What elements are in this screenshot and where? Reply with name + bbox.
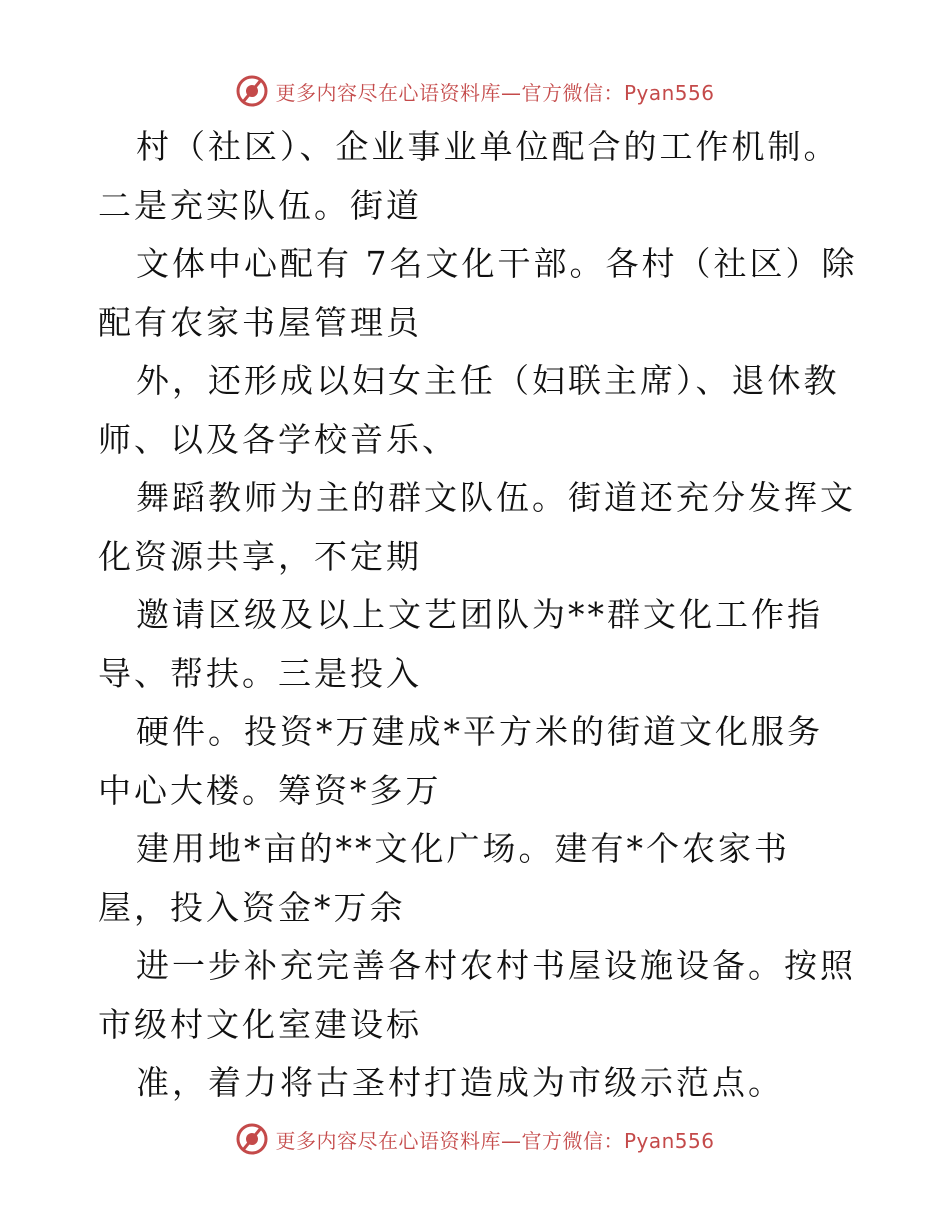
- paragraph-1: 村（社区）、企业事业单位配合的工作机制。二是充实队伍。街道: [98, 127, 840, 225]
- watermark-text: 更多内容尽在心语资料库—官方微信：Pyan556: [275, 1128, 715, 1153]
- document-body: [98, 118, 858, 1113]
- watermark-logo-icon: [235, 74, 269, 108]
- paragraph-6: 硬件。投资*万建成*平方米的街道文化服务中心大楼。筹资*多万: [98, 712, 823, 810]
- footer-watermark: [0, 1119, 950, 1159]
- header-watermark: [0, 71, 950, 111]
- paragraph-8: 进一步补充完善各村农村书屋设施设备。按照市级村文化室建设标: [98, 946, 856, 1044]
- paragraph-2: 文体中心配有 7名文化干部。各村（社区）除配有农家书屋管理员: [98, 244, 858, 342]
- paragraph-3: 外，还形成以妇女主任（妇联主席）、退休教师、以及各学校音乐、: [98, 361, 840, 459]
- watermark-logo-icon: [235, 1122, 269, 1156]
- paragraph-5: 邀请区级及以上文艺团队为**群文化工作指导、帮扶。三是投入: [98, 595, 823, 693]
- paragraph-4: 舞蹈教师为主的群文队伍。街道还充分发挥文化资源共享，不定期: [98, 478, 856, 576]
- paragraph-9: 准，着力将古圣村打造成为市级示范点。: [136, 1063, 784, 1102]
- paragraph-7: 建用地*亩的**文化广场。建有*个农家书屋，投入资金*万余: [98, 829, 790, 927]
- watermark-text: 更多内容尽在心语资料库—官方微信：Pyan556: [275, 80, 715, 105]
